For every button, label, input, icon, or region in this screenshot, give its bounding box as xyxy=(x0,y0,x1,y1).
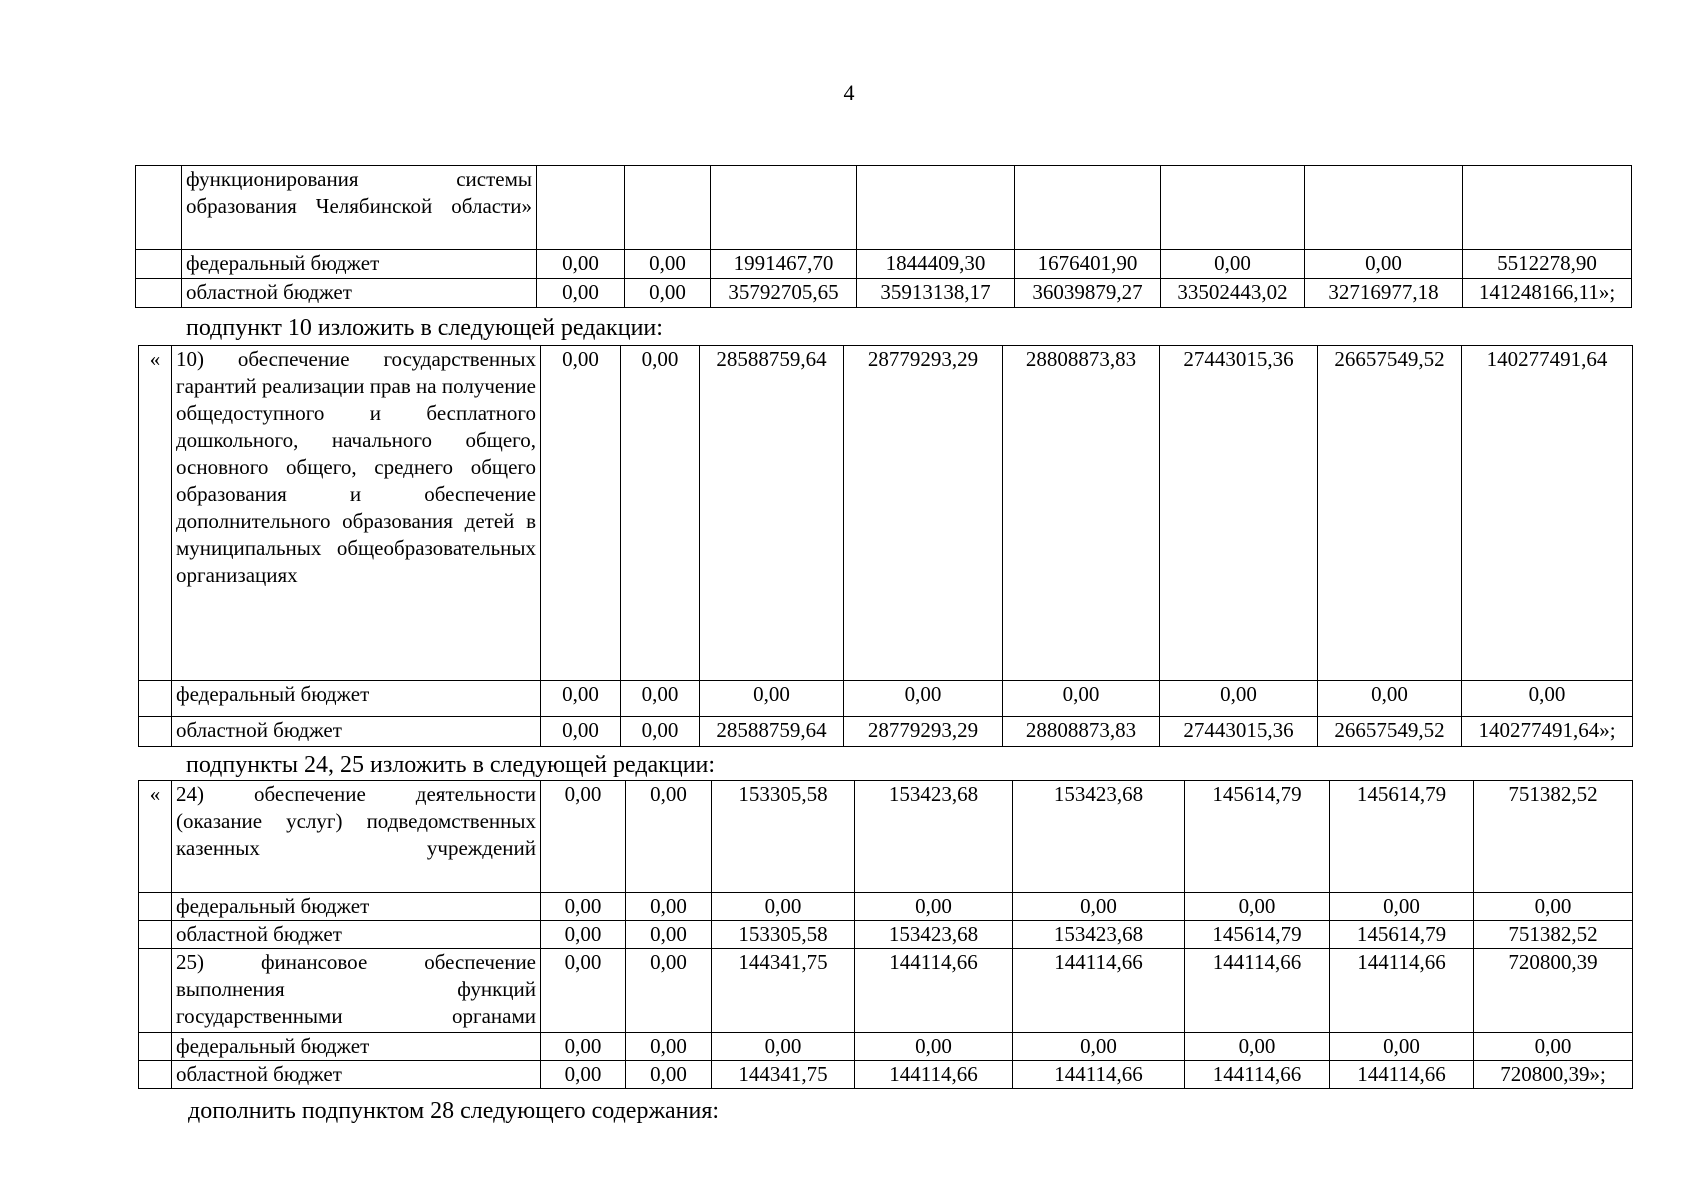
cell-value: 1844409,30 xyxy=(857,250,1015,279)
page-number: 4 xyxy=(843,80,855,105)
cell-value: 0,00 xyxy=(626,949,712,1033)
budget-table-3 xyxy=(138,780,1633,1089)
cell-value: 0,00 xyxy=(855,893,1013,921)
cell-value: 0,00 xyxy=(537,279,625,308)
row-lead: « xyxy=(139,781,172,893)
table-row xyxy=(139,346,1633,681)
cell-value: 0,00 xyxy=(541,893,626,921)
row-name: областной бюджет xyxy=(172,1061,541,1089)
cell-value xyxy=(1015,166,1161,250)
cell-value: 28779293,29 xyxy=(844,346,1003,681)
cell-value: 0,00 xyxy=(626,1061,712,1089)
cell-value: 0,00 xyxy=(1160,681,1318,717)
cell-value: 153305,58 xyxy=(712,781,855,893)
cell-value xyxy=(1161,166,1305,250)
table-row xyxy=(139,781,1633,893)
cell-value: 0,00 xyxy=(541,1061,626,1089)
row-lead xyxy=(139,681,172,717)
cell-value: 751382,52 xyxy=(1474,781,1633,893)
row-lead xyxy=(136,279,182,308)
cell-value: 0,00 xyxy=(855,1033,1013,1061)
cell-value: 28808873,83 xyxy=(1003,346,1160,681)
cell-value: 5512278,90 xyxy=(1463,250,1632,279)
cell-value: 0,00 xyxy=(1305,250,1463,279)
cell-value: 141248166,11»; xyxy=(1463,279,1632,308)
row-name: областной бюджет xyxy=(172,717,541,747)
table-row xyxy=(139,681,1633,717)
cell-value: 0,00 xyxy=(541,1033,626,1061)
cell-value xyxy=(625,166,711,250)
cell-value: 153423,68 xyxy=(1013,781,1185,893)
row-name: 10) обеспечение государственных гарантий реализации прав на получение общедоступного и бесплатного дошкольного, начального общего, основного общего, среднего общего образования и обеспечение дополнительного образования детей в муниципальных общеобразовательных организациях xyxy=(172,346,541,681)
row-name: федеральный бюджет xyxy=(172,681,541,717)
cell-value: 0,00 xyxy=(541,949,626,1033)
cell-value: 144114,66 xyxy=(855,949,1013,1033)
row-lead xyxy=(136,250,182,279)
cell-value: 720800,39»; xyxy=(1474,1061,1633,1089)
cell-value: 27443015,36 xyxy=(1160,346,1318,681)
cell-value: 0,00 xyxy=(1330,893,1474,921)
row-lead xyxy=(139,717,172,747)
cell-value: 140277491,64»; xyxy=(1462,717,1633,747)
table-row xyxy=(136,166,1632,250)
cell-value xyxy=(1463,166,1632,250)
cell-value: 145614,79 xyxy=(1185,781,1330,893)
row-name: 24) обеспечение деятельности (оказание услуг) подведомственных казенных учреждений xyxy=(172,781,541,893)
row-name: областной бюджет xyxy=(182,279,537,308)
instruction-text: подпункты 24, 25 изложить в следующей редакции: xyxy=(186,752,716,778)
cell-value: 0,00 xyxy=(1474,1033,1633,1061)
cell-value: 0,00 xyxy=(1185,893,1330,921)
row-name: федеральный бюджет xyxy=(172,1033,541,1061)
cell-value xyxy=(537,166,625,250)
cell-value: 144114,66 xyxy=(1330,949,1474,1033)
cell-value: 0,00 xyxy=(541,781,626,893)
cell-value: 28588759,64 xyxy=(700,717,844,747)
cell-value: 144114,66 xyxy=(1185,1061,1330,1089)
cell-value: 144114,66 xyxy=(855,1061,1013,1089)
cell-value: 144114,66 xyxy=(1330,1061,1474,1089)
cell-value: 0,00 xyxy=(625,279,711,308)
cell-value: 32716977,18 xyxy=(1305,279,1463,308)
cell-value: 0,00 xyxy=(1013,1033,1185,1061)
row-name: областной бюджет xyxy=(172,921,541,949)
cell-value: 1676401,90 xyxy=(1015,250,1161,279)
cell-value: 0,00 xyxy=(625,250,711,279)
cell-value: 0,00 xyxy=(1185,1033,1330,1061)
cell-value xyxy=(711,166,857,250)
cell-value: 153423,68 xyxy=(855,921,1013,949)
cell-value: 28588759,64 xyxy=(700,346,844,681)
row-lead: « xyxy=(139,346,172,681)
cell-value: 0,00 xyxy=(1013,893,1185,921)
instruction-text: дополнить подпунктом 28 следующего содержания: xyxy=(188,1098,720,1124)
cell-value: 26657549,52 xyxy=(1318,717,1462,747)
cell-value: 0,00 xyxy=(1474,893,1633,921)
cell-value: 0,00 xyxy=(700,681,844,717)
cell-value: 0,00 xyxy=(541,681,621,717)
cell-value: 28808873,83 xyxy=(1003,717,1160,747)
cell-value: 0,00 xyxy=(626,781,712,893)
table-row xyxy=(139,949,1633,1033)
row-name: 25) финансовое обеспечение выполнения функций государственными органами xyxy=(172,949,541,1033)
cell-value: 0,00 xyxy=(1003,681,1160,717)
cell-value: 144341,75 xyxy=(712,949,855,1033)
cell-value: 28779293,29 xyxy=(844,717,1003,747)
row-lead xyxy=(136,166,182,250)
cell-value: 0,00 xyxy=(626,921,712,949)
cell-value: 0,00 xyxy=(1161,250,1305,279)
cell-value: 36039879,27 xyxy=(1015,279,1161,308)
cell-value: 26657549,52 xyxy=(1318,346,1462,681)
cell-value: 0,00 xyxy=(712,893,855,921)
cell-value: 0,00 xyxy=(621,681,700,717)
cell-value: 0,00 xyxy=(621,717,700,747)
cell-value: 153423,68 xyxy=(1013,921,1185,949)
cell-value: 0,00 xyxy=(626,1033,712,1061)
cell-value: 153423,68 xyxy=(855,781,1013,893)
cell-value: 0,00 xyxy=(541,346,621,681)
budget-table-2 xyxy=(138,345,1633,747)
cell-value: 0,00 xyxy=(537,250,625,279)
row-name: федеральный бюджет xyxy=(182,250,537,279)
table-row xyxy=(139,921,1633,949)
cell-value: 144114,66 xyxy=(1013,949,1185,1033)
cell-value: 35913138,17 xyxy=(857,279,1015,308)
cell-value: 0,00 xyxy=(844,681,1003,717)
cell-value: 0,00 xyxy=(1318,681,1462,717)
cell-value: 0,00 xyxy=(1330,1033,1474,1061)
table-row xyxy=(139,1033,1633,1061)
table-row xyxy=(139,893,1633,921)
cell-value: 33502443,02 xyxy=(1161,279,1305,308)
budget-table-1 xyxy=(135,165,1632,308)
cell-value xyxy=(857,166,1015,250)
cell-value: 145614,79 xyxy=(1330,781,1474,893)
row-lead xyxy=(139,1061,172,1089)
row-lead xyxy=(139,949,172,1033)
instruction-text: подпункт 10 изложить в следующей редакции: xyxy=(186,315,663,341)
cell-value: 27443015,36 xyxy=(1160,717,1318,747)
row-lead xyxy=(139,921,172,949)
cell-value: 720800,39 xyxy=(1474,949,1633,1033)
row-lead xyxy=(139,1033,172,1061)
cell-value: 145614,79 xyxy=(1330,921,1474,949)
row-lead xyxy=(139,893,172,921)
cell-value: 153305,58 xyxy=(712,921,855,949)
cell-value: 1991467,70 xyxy=(711,250,857,279)
cell-value: 35792705,65 xyxy=(711,279,857,308)
cell-value: 144341,75 xyxy=(712,1061,855,1089)
cell-value: 144114,66 xyxy=(1185,949,1330,1033)
table-row xyxy=(139,1061,1633,1089)
cell-value: 751382,52 xyxy=(1474,921,1633,949)
cell-value: 0,00 xyxy=(712,1033,855,1061)
row-name: федеральный бюджет xyxy=(172,893,541,921)
cell-value xyxy=(1305,166,1463,250)
table-row xyxy=(136,250,1632,279)
cell-value: 0,00 xyxy=(541,921,626,949)
cell-value: 0,00 xyxy=(541,717,621,747)
row-name: функционирования системы образования Челябинской области» xyxy=(182,166,537,250)
table-row xyxy=(136,279,1632,308)
cell-value: 0,00 xyxy=(621,346,700,681)
cell-value: 140277491,64 xyxy=(1462,346,1633,681)
cell-value: 0,00 xyxy=(626,893,712,921)
table-row xyxy=(139,717,1633,747)
cell-value: 144114,66 xyxy=(1013,1061,1185,1089)
cell-value: 0,00 xyxy=(1462,681,1633,717)
cell-value: 145614,79 xyxy=(1185,921,1330,949)
